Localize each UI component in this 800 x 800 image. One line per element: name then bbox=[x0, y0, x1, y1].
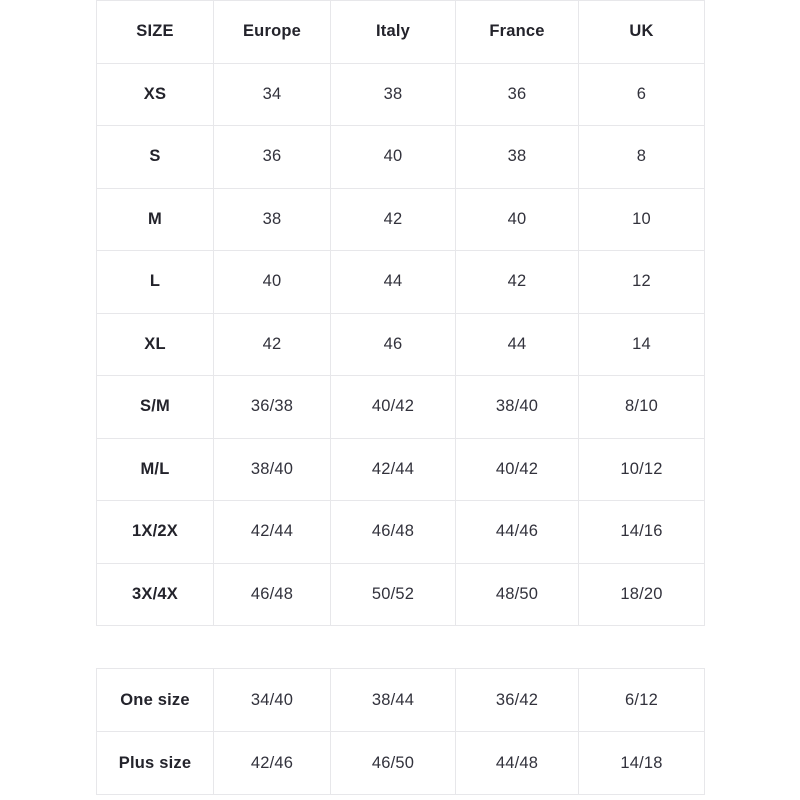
cell-uk: 12 bbox=[579, 251, 705, 314]
cell-italy: 50/52 bbox=[331, 563, 456, 626]
cell-france: 42 bbox=[456, 251, 579, 314]
one-size-table bbox=[96, 668, 705, 795]
cell-uk: 6 bbox=[579, 63, 705, 126]
cell-italy: 42 bbox=[331, 188, 456, 251]
row-label: One size bbox=[97, 669, 214, 732]
table-row bbox=[97, 126, 705, 189]
cell-europe: 42/44 bbox=[214, 501, 331, 564]
column-header-france: France bbox=[456, 1, 579, 64]
cell-europe: 46/48 bbox=[214, 563, 331, 626]
cell-europe: 42 bbox=[214, 313, 331, 376]
column-header-italy: Italy bbox=[331, 1, 456, 64]
row-label: M bbox=[97, 188, 214, 251]
cell-europe: 42/46 bbox=[214, 732, 331, 795]
row-label: Plus size bbox=[97, 732, 214, 795]
cell-france: 44/48 bbox=[456, 732, 579, 795]
table-row bbox=[97, 501, 705, 564]
row-label: XS bbox=[97, 63, 214, 126]
row-label: L bbox=[97, 251, 214, 314]
cell-france: 44/46 bbox=[456, 501, 579, 564]
cell-italy: 38 bbox=[331, 63, 456, 126]
cell-italy: 38/44 bbox=[331, 669, 456, 732]
cell-france: 38/40 bbox=[456, 376, 579, 439]
cell-france: 44 bbox=[456, 313, 579, 376]
cell-europe: 34/40 bbox=[214, 669, 331, 732]
row-label: S bbox=[97, 126, 214, 189]
cell-france: 36/42 bbox=[456, 669, 579, 732]
table-header-row bbox=[97, 1, 705, 64]
cell-uk: 14/18 bbox=[579, 732, 705, 795]
cell-europe: 36 bbox=[214, 126, 331, 189]
cell-europe: 40 bbox=[214, 251, 331, 314]
row-label: XL bbox=[97, 313, 214, 376]
cell-europe: 38 bbox=[214, 188, 331, 251]
cell-italy: 40 bbox=[331, 126, 456, 189]
cell-france: 38 bbox=[456, 126, 579, 189]
size-conversion-table bbox=[96, 0, 705, 626]
cell-italy: 46/48 bbox=[331, 501, 456, 564]
column-header-europe: Europe bbox=[214, 1, 331, 64]
table-row bbox=[97, 313, 705, 376]
table-row bbox=[97, 376, 705, 439]
cell-uk: 6/12 bbox=[579, 669, 705, 732]
cell-italy: 46 bbox=[331, 313, 456, 376]
cell-uk: 8 bbox=[579, 126, 705, 189]
cell-france: 40/42 bbox=[456, 438, 579, 501]
table-row bbox=[97, 251, 705, 314]
cell-italy: 46/50 bbox=[331, 732, 456, 795]
cell-uk: 14 bbox=[579, 313, 705, 376]
cell-uk: 10 bbox=[579, 188, 705, 251]
cell-europe: 38/40 bbox=[214, 438, 331, 501]
row-label: 3X/4X bbox=[97, 563, 214, 626]
row-label: S/M bbox=[97, 376, 214, 439]
table-row bbox=[97, 438, 705, 501]
cell-italy: 40/42 bbox=[331, 376, 456, 439]
table-row bbox=[97, 563, 705, 626]
table-row bbox=[97, 63, 705, 126]
cell-france: 40 bbox=[456, 188, 579, 251]
row-label: M/L bbox=[97, 438, 214, 501]
cell-italy: 44 bbox=[331, 251, 456, 314]
cell-uk: 10/12 bbox=[579, 438, 705, 501]
cell-uk: 8/10 bbox=[579, 376, 705, 439]
row-label: 1X/2X bbox=[97, 501, 214, 564]
cell-uk: 18/20 bbox=[579, 563, 705, 626]
cell-europe: 34 bbox=[214, 63, 331, 126]
cell-italy: 42/44 bbox=[331, 438, 456, 501]
cell-europe: 36/38 bbox=[214, 376, 331, 439]
one-size-table-container bbox=[96, 668, 704, 795]
table-row bbox=[97, 188, 705, 251]
table-row bbox=[97, 669, 705, 732]
column-header-uk: UK bbox=[579, 1, 705, 64]
cell-france: 48/50 bbox=[456, 563, 579, 626]
column-header-size: SIZE bbox=[97, 1, 214, 64]
table-row bbox=[97, 732, 705, 795]
cell-uk: 14/16 bbox=[579, 501, 705, 564]
size-conversion-table-container bbox=[96, 0, 704, 626]
cell-france: 36 bbox=[456, 63, 579, 126]
